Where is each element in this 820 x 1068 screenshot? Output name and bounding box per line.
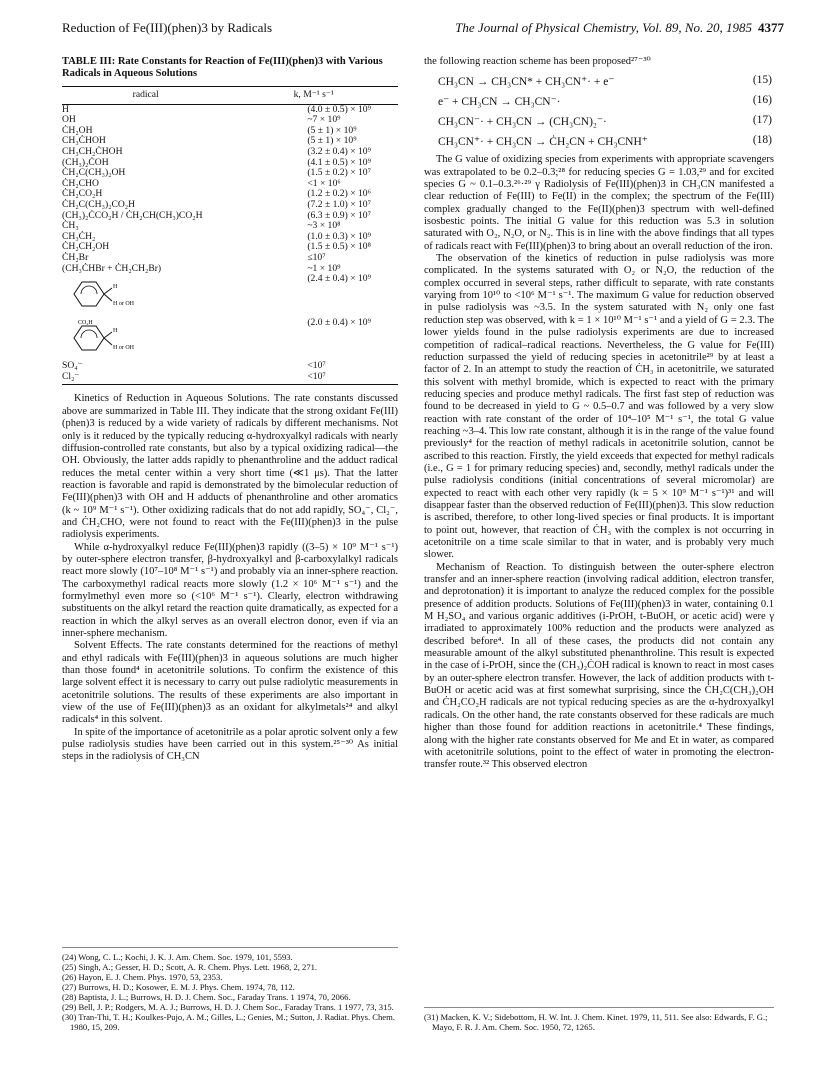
table-row bbox=[62, 372, 398, 383]
equation bbox=[424, 74, 774, 88]
paragraph: Kinetics of Reduction in Aqueous Solutions. The rate constants discussed above are summarized in Table III. They indicate that the strong oxidant Fe(III)(phen)3 is reduced by a wide variety of radicals by different mechanisms. Not only is it reduced by the typically reducing α-hydroxyalkyl radicals with nearly diffusion-controlled rate constants, but also by a typical oxidizing radical—the OH. Obviously, the latter adds rapidly to phenanthroline and the adduct radical reduces the metal center within a very short time (≪1 μs). That the latter reaction is favorable and rapid is demonstrated by the bimolecular reduction of Fe(III)(phen)3 with OH and H adducts of phenanthroline and other aromatics (k ~ 10⁹ M⁻¹ s⁻¹). Other oxidizing radicals that do not add rapidly, SO₄⁻, Cl₂⁻, and ĊH₂CHO, were not found to react with the Fe(III)(phen)3 in the pulse radiolysis experiments. bbox=[62, 393, 398, 541]
svg-text:H: H bbox=[113, 327, 118, 334]
cyclohexadienyl-structure bbox=[62, 274, 152, 314]
footnote: (27) Burrows, H. D.; Kosower, E. M. J. Phys. Chem. 1974, 78, 112. bbox=[62, 982, 295, 992]
equation-number: (15) bbox=[752, 74, 772, 87]
right-column bbox=[424, 56, 774, 772]
equation bbox=[424, 94, 774, 108]
paragraph: Mechanism of Reaction. To distinguish between the outer-sphere electron transfer and an inner-sphere reaction (involving radical addition, electron transfer, and deprotonation) it is important to analyze the reduced complex for the possible presence of addition products. Solutions of Fe(III)(phen)3 in water, containing 0.1 M H₂SO₄ and various organic additives (i-PrOH, t-BuOH, or acetic acid) were γ irradiated to approximately 100% reduction and the products were analyzed as described before⁴. In all of these cases, the products did not contain any measurable amount of the alkyl substituted phenanthroline. This result is expected in the case of i-PrOH, since the (CH₃)₂ĊOH radical is known to react in most cases by an outer-sphere electron transfer. However, the lack of addition products with t-BuOH or acetic acid was at first somewhat surprising, since the ĊH₂C(CH₃)₂OH and ĊH₂CO₂H radicals are not typical reducing species as are the α-hydroxyalkyl radicals. On the other hand, the rate constants observed for these radicals are much higher than those found for addition reactions in acetonitrile.⁴ These findings, along with the higher rate constants observed for Me and Et in water, as compared with acetonitrile solutions, point to the effect of water in promoting the electron-transfer route.³² This observed electron bbox=[424, 561, 774, 771]
rate-constant-cell: (2.0 ± 0.4) × 10⁹ bbox=[307, 316, 371, 328]
scheme-intro: the following reaction scheme has been proposed²⁷⁻³⁰ bbox=[424, 56, 651, 67]
rate-constant-cell: ≤10⁷ bbox=[307, 251, 326, 263]
equation-number: (17) bbox=[752, 114, 772, 127]
equation bbox=[424, 134, 774, 148]
equation-body: CH₃CN → CH₃CN* + CH₃CN⁺· + e⁻ bbox=[438, 76, 615, 89]
footnotes-right bbox=[424, 1007, 774, 1032]
column-header-k: k, M⁻¹ s⁻¹ bbox=[229, 87, 398, 105]
rate-constant-cell: (7.2 ± 1.0) × 10⁷ bbox=[307, 198, 371, 210]
footnote: (26) Hayon, E. J. Chem. Phys. 1970, 53, 2353. bbox=[62, 972, 223, 982]
radical-cell: CH₃ĊH₂ bbox=[62, 230, 96, 242]
page-number: 4377 bbox=[758, 20, 784, 35]
equation-body: CH₃CN⁺· + CH₃CN → ĊH₂CN + CH₃CNH⁺ bbox=[438, 136, 648, 149]
paragraph: Solvent Effects. The rate constants determined for the reactions of methyl and ethyl radicals with Fe(III)(phen)3 in aqueous solutions are much higher than those found⁴ in acetonitrile solutions. To confirm the existence of this large solvent effect it is necessary to carry out pulse radiolytic measurements in acetonitrile solutions. The results of these experiments are also important in view of the use of Fe(III)(phen)3 as an oxidant for alkylmetals²⁴ and alkyl radicals⁴ in this solvent. bbox=[62, 640, 398, 726]
table-row bbox=[62, 274, 398, 318]
radical-cell: ĊH₂CH₂OH bbox=[62, 241, 110, 253]
equation-number: (16) bbox=[752, 94, 772, 107]
table-row bbox=[62, 211, 398, 222]
radical-cell bbox=[62, 274, 229, 318]
svg-text:H: H bbox=[113, 284, 118, 291]
rate-constant-cell: (5 ± 1) × 10⁹ bbox=[307, 124, 357, 136]
journal-header bbox=[455, 20, 784, 36]
carboxy-cyclohexadienyl-structure bbox=[62, 318, 152, 358]
rate-constant-cell: (1.5 ± 0.5) × 10⁸ bbox=[307, 241, 371, 253]
left-body-text bbox=[62, 393, 398, 763]
footnote: (30) Tran-Thi, T. H.; Koulkes-Pujo, A. M.; Gilles, L.; Genies, M.; Sutton, J. Radiat. Phys. Chem. 1980, 15, 209. bbox=[62, 1012, 395, 1032]
table-row bbox=[62, 318, 398, 362]
table-row bbox=[62, 104, 398, 115]
radical-cell: (CH₃ĊHBr + ĊH₂CH₂Br) bbox=[62, 262, 162, 274]
footnote: (25) Singh, A.; Gesser, H. D.; Scott, A. R. Chem. Phys. Lett. 1968, 2, 271. bbox=[62, 962, 318, 972]
paragraph: The observation of the kinetics of reduction in pulse radiolysis was more complicated. In the systems saturated with O₂ or N₂O, the reduction of the complex occurred in several steps, rather difficult to separate, with rate constants varying from 10¹⁰ to <10⁶ M⁻¹ s⁻¹. The maximum G value for reduction observed in pulse radiolysis was ~3.5. In the system saturated with N₂ only one fast reduction step was observed, with k = 1 × 10¹⁰ M⁻¹ s⁻¹ and a yield of G = 2.3. The lower yields found in the pulse radiolysis experiments are due to increased competition of radical–radical reactions. Nevertheless, the G value for Fe(III) reduction surpassed the yield of reducing species in acetonitrile²⁹ by at least a factor of 2. In an attempt to study the reaction of ĊH₃ in acetonitrile, we saturated this solvent with methyl bromide, which is expected to react with the primary reducing species and produce methyl radicals. The first fast step of reduction was found to be decreased in yield to G ~ 0.5–0.7 and was followed by a very slow reaction with rate constant of the order of 10⁴–10⁵ M⁻¹ s⁻¹, the total G value reaching ~3–4. This low rate constant, although it is in the range of the value found previously⁴ for the reaction of methyl radicals in acetonitrile solution, cannot be ascribed to this reaction. Firstly, the yield exceeds that expected for methyl radicals (i.e., G = 1 for primary reducing species) and, secondly, methyl radicals under the pulse radiolysis conditions (initial concentrations of several micromolar) are expected to react with each other very rapidly (k = 5 × 10⁹ M⁻¹ s⁻¹)³¹ and will disappear faster than the observed reduction of Fe(III)(phen)3. This slow reduction is ascribed, therefore, to other long-lived species or final products. It is important to point out, however, that reaction of ĊH₃ with the complex is not occurring in acetonitrile on a time scale similar to that in water, and is probably very much slower. bbox=[424, 253, 774, 561]
radical-cell: ĊH₃ bbox=[62, 220, 79, 232]
equation-body: CH₃CN⁻· + CH₃CN → (CH₃CN)₂⁻· bbox=[438, 116, 607, 129]
rate-constant-cell: ~1 × 10⁹ bbox=[307, 262, 341, 274]
radical-cell: ĊH₂C(CH₃)₂OH bbox=[62, 167, 126, 179]
footnote: (24) Wong, C. L.; Kochi, J. K. J. Am. Chem. Soc. 1979, 101, 5593. bbox=[62, 952, 293, 962]
running-title: Reduction of Fe(III)(phen)3 by Radicals bbox=[62, 20, 273, 35]
rate-constant-cell: ~3 × 10⁸ bbox=[307, 220, 341, 232]
rate-constant-cell: <10⁷ bbox=[307, 360, 326, 372]
equation bbox=[424, 114, 774, 128]
radical-cell bbox=[62, 318, 229, 362]
right-body-text bbox=[424, 154, 774, 771]
equation-number: (18) bbox=[752, 134, 772, 147]
rate-constant-cell: ~7 × 10⁹ bbox=[307, 114, 341, 126]
h-or-oh-label: H or OH bbox=[113, 344, 134, 351]
radical-cell: OH bbox=[62, 114, 76, 126]
paragraph: In spite of the importance of acetonitrile as a polar aprotic solvent only a few pulse radiolysis studies have been carried out in this system.²⁵⁻³⁰ As initial steps in the radiolysis of CH₃CN bbox=[62, 726, 398, 763]
table-row bbox=[62, 361, 398, 372]
table-row bbox=[62, 242, 398, 253]
radical-cell: (CH₃)₂ĊOH bbox=[62, 156, 109, 168]
journal-citation: The Journal of Physical Chemistry, Vol. 89, No. 20, 1985 bbox=[455, 20, 752, 35]
paragraph: While α-hydroxyalkyl reduce Fe(III)(phen)3 rapidly ((3–5) × 10⁹ M⁻¹ s⁻¹) by outer-sphere electron transfer, β-hydroxyalkyl and β-carboxylalkyl radicals react more slowly (10⁷–10⁸ M⁻¹ s⁻¹) and probably via an inner-sphere reaction. The carboxymethyl radical reacts more slowly (1.2 × 10⁶ M⁻¹ s⁻¹) and the formylmethyl even more so (<10⁶ M⁻¹ s⁻¹). Clearly, electron withdrawing substituents on the alkyl retard the reaction quite dramatically, as expected for a reaction in which the alkyl serves as an overall electron donor, even if via an inner-sphere mechanism. bbox=[62, 541, 398, 639]
footnotes-left bbox=[62, 947, 398, 1032]
radical-cell: (CH₃)₂ĊCO₂H / ĊH₂CH(CH₃)CO₂H bbox=[62, 209, 203, 221]
rate-constant-cell: (3.2 ± 0.4) × 10⁹ bbox=[307, 145, 371, 157]
radical-cell: ĊH₂CO₂H bbox=[62, 188, 103, 200]
radical-cell: ĊH₂C(CH₃)₂CO₂H bbox=[62, 198, 136, 210]
table-bottom-rule bbox=[62, 384, 398, 385]
radical-cell: ĊH₂OH bbox=[62, 124, 93, 136]
footnote: (29) Bell, J. P.; Rodgers, M. A. J.; Burrows, H. D. J. Chem Soc., Faraday Trans. 1 1977, 73, 315. bbox=[62, 1002, 394, 1012]
rate-constant-cell: (1.5 ± 0.2) × 10⁷ bbox=[307, 167, 371, 179]
radical-cell: ĊH₂CHO bbox=[62, 177, 99, 189]
table-caption: TABLE III: Rate Constants for Reaction of Fe(III)(phen)3 with Various Radicals in Aqueous Solutions bbox=[62, 56, 383, 79]
radical-cell: H bbox=[62, 103, 69, 115]
equation-body: e⁻ + CH₃CN → CH₃CN⁻· bbox=[438, 96, 561, 109]
table-row bbox=[62, 168, 398, 179]
co2h-label: CO₂H bbox=[78, 319, 93, 326]
radical-cell: SO₄⁻ bbox=[62, 360, 83, 372]
table-row bbox=[62, 200, 398, 211]
reaction-scheme bbox=[424, 74, 774, 148]
footnote: (28) Baptista, J. L.; Burrows, H. D. J. Chem. Soc., Faraday Trans. 1 1974, 70, 2066. bbox=[62, 992, 351, 1002]
h-or-oh-label: H or OH bbox=[113, 301, 134, 308]
rate-constant-cell: (1.2 ± 0.2) × 10⁶ bbox=[307, 188, 371, 200]
rate-constant-cell: (1.0 ± 0.3) × 10⁹ bbox=[307, 230, 371, 242]
column-header-radical: radical bbox=[62, 87, 229, 105]
rate-constant-cell: (6.3 ± 0.9) × 10⁷ bbox=[307, 209, 371, 221]
footnote: (31) Macken, K. V.; Sidebottom, H. W. Int. J. Chem. Kinet. 1979, 11, 511. See also: Edwards, F. G.; Mayo, F. R. J. Am. Chem. Soc. 1950, 72, 1265. bbox=[424, 1012, 768, 1032]
radical-cell: CH₃CH₂ĊHOH bbox=[62, 145, 123, 157]
rate-constant-cell: (5 ± 1) × 10⁹ bbox=[307, 135, 357, 147]
left-column bbox=[62, 56, 398, 764]
rate-constant-cell: <1 × 10⁶ bbox=[307, 177, 341, 189]
table-row bbox=[62, 147, 398, 158]
paragraph: The G value of oxidizing species from experiments with appropriate scavengers was extrapolated to be 0.2–0.3;²⁸ for reducing species G = 1.03,²⁹ and for excited species G ~ 0.1–0.3.²⁶·²⁹ γ Radiolysis of Fe(III)(phen)3 in CH₃CN manifested a clear reduction of Fe(III) to Fe(II) in the complex; the spectrum of the Fe(III) complex gradually changed to the Fe(II)(phen)3 spectrum with well-defined isosbestic points. The initial G value for this reduction was 5.3 in solution saturated with O₂, N₂O, or N₂. This is in line with the above findings that all types of radicals react with Fe(III)(phen)3 to bring about an overall reduction of the iron. bbox=[424, 154, 774, 252]
table-row bbox=[62, 253, 398, 264]
radical-cell: CH₃ĊHOH bbox=[62, 135, 106, 147]
radical-cell: ĊH₂Br bbox=[62, 251, 89, 263]
rate-constant-cell: (4.1 ± 0.5) × 10⁹ bbox=[307, 156, 371, 168]
radical-cell: Cl₂⁻ bbox=[62, 370, 80, 382]
rate-constants-table bbox=[62, 86, 398, 382]
rate-constant-cell: <10⁷ bbox=[307, 370, 326, 382]
rate-constant-cell: (2.4 ± 0.4) × 10⁹ bbox=[307, 273, 371, 285]
rate-constant-cell: (4.0 ± 0.5) × 10⁹ bbox=[307, 103, 371, 115]
